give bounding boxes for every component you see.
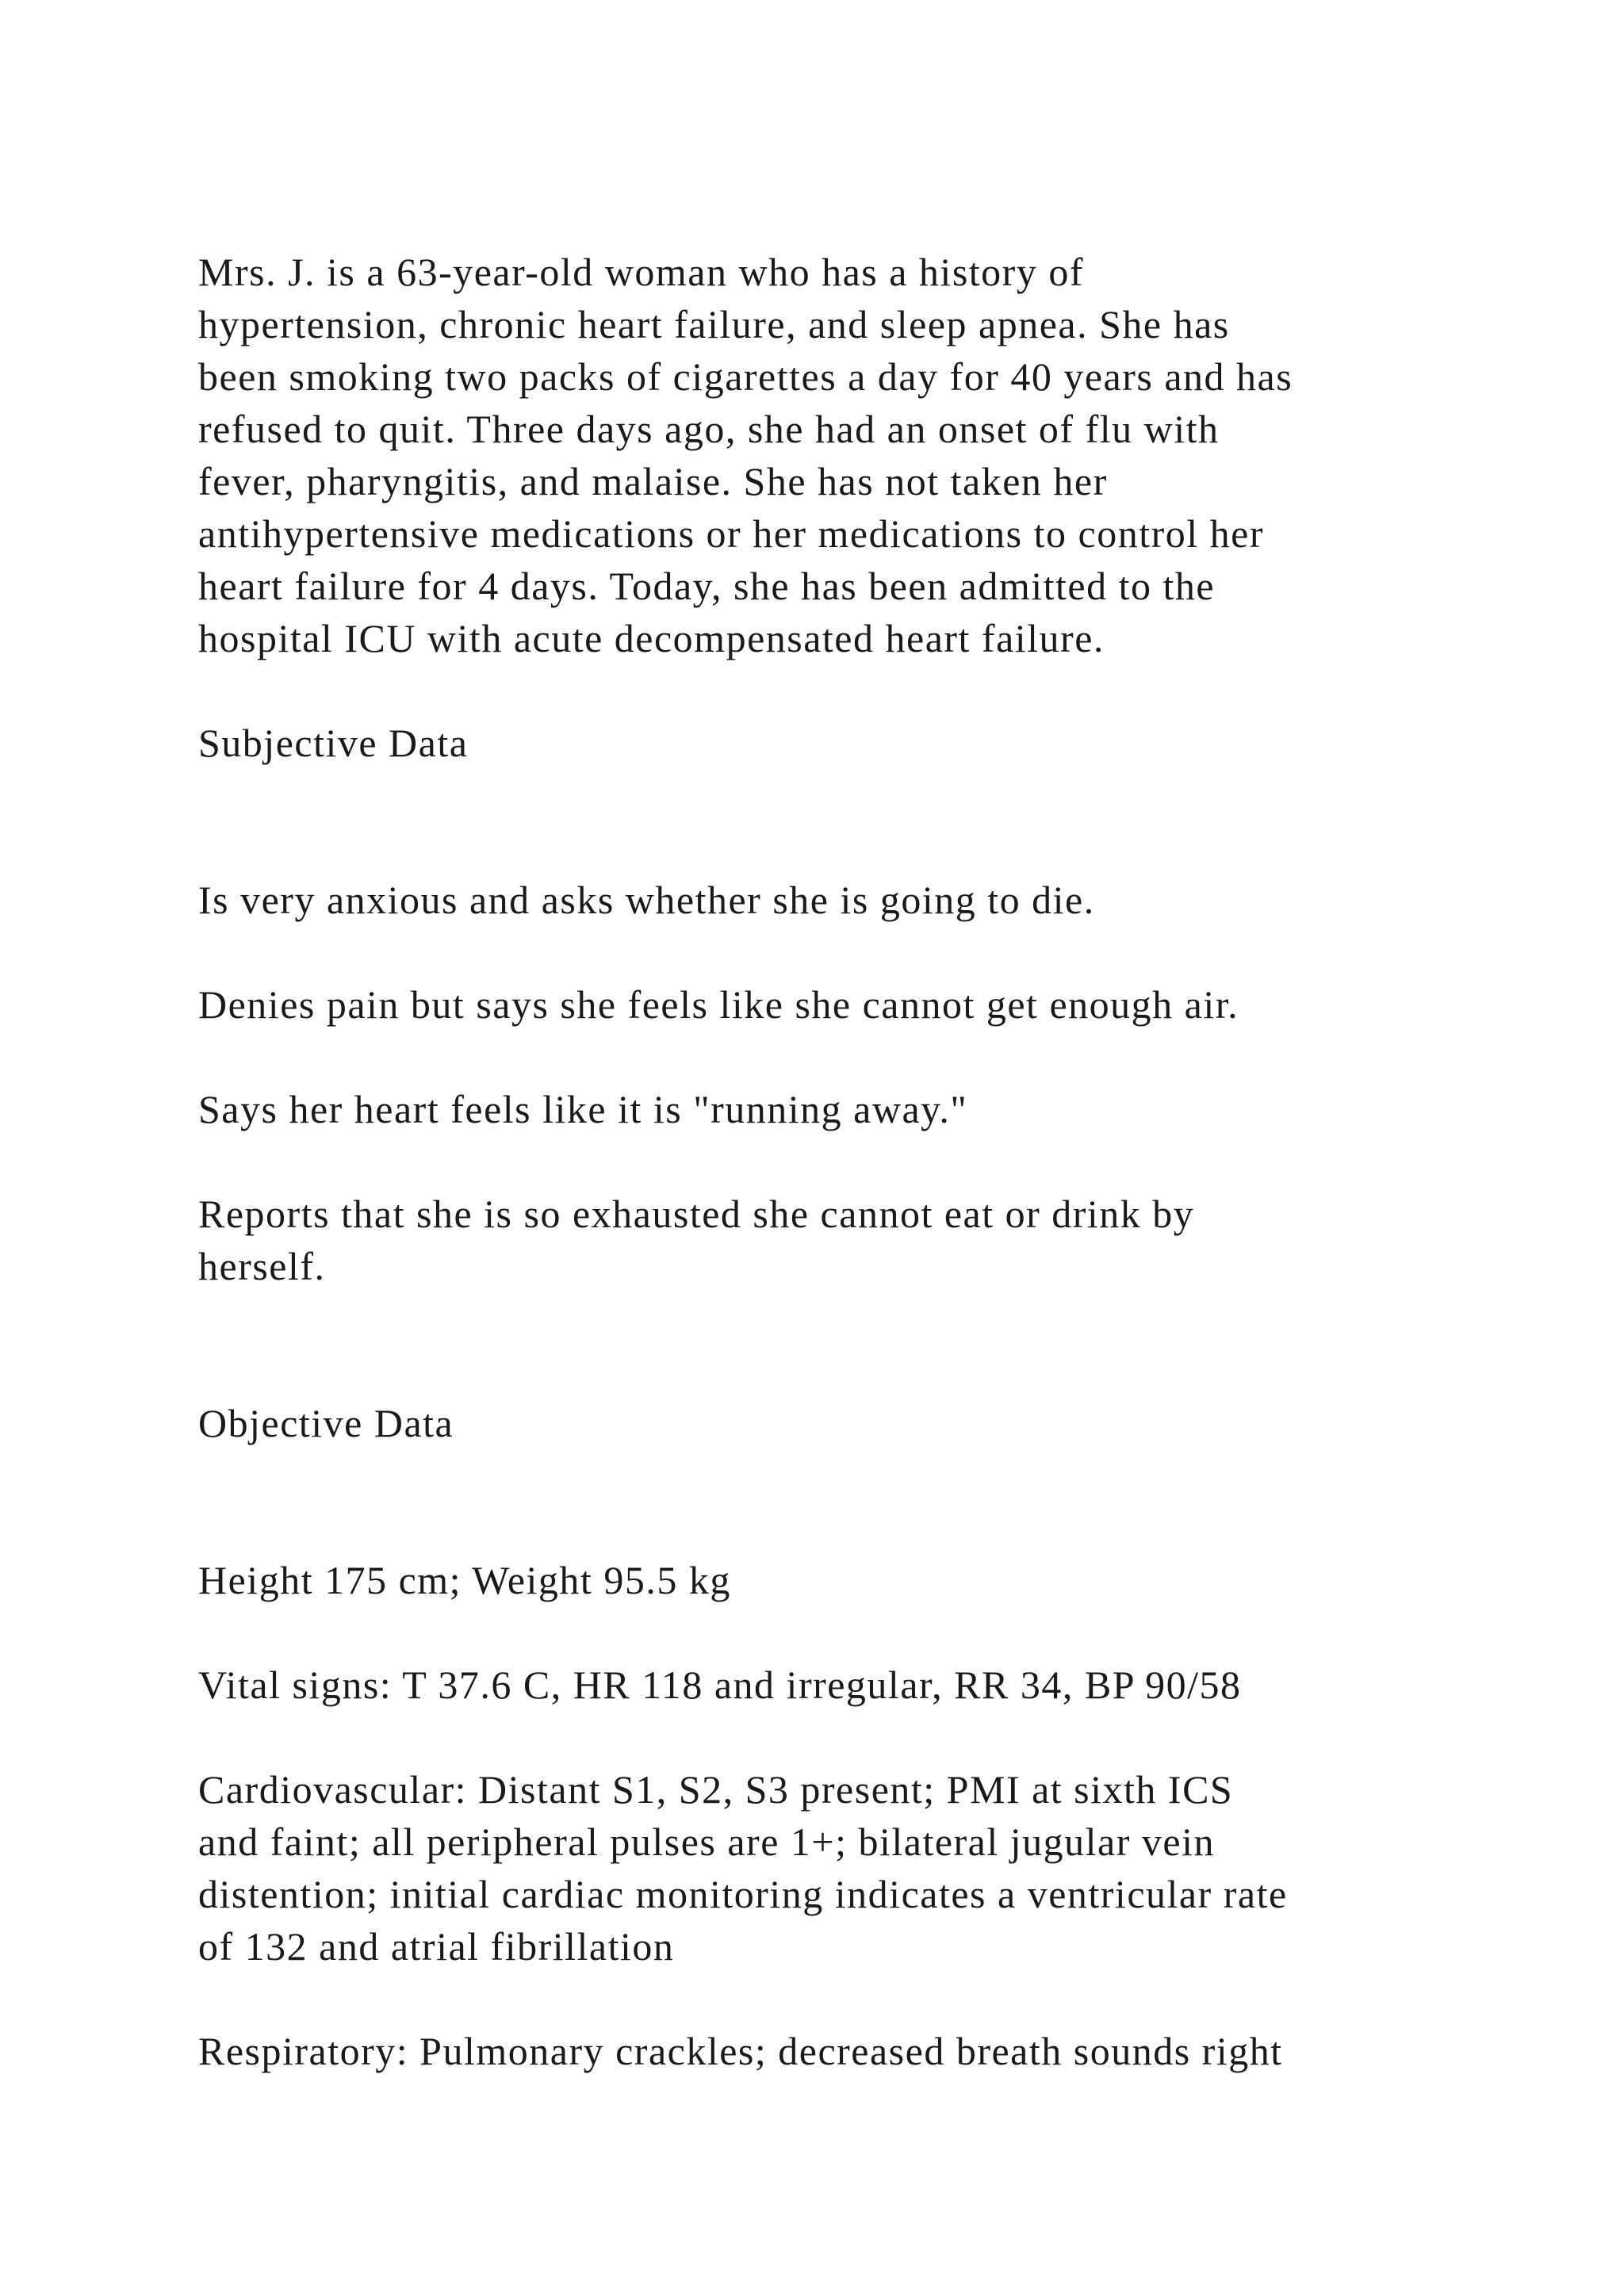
objective-item: Cardiovascular: Distant S1, S2, S3 present; PMI at sixth ICS and faint; all peripheral pulses are 1+; bilateral jugular vein distention; initial cardiac monitoring indicates a ventricular rate of 132 and atrial fibrillation — [198, 1767, 1288, 1969]
case-intro-paragraph: Mrs. J. is a 63-year-old woman who has a history of hypertension, chronic heart failure, and sleep apnea. She has been smoking two packs of cigarettes a day for 40 years and has refused to quit. Three days ago, she had an onset of flu with fever, pharyngitis, and malaise. She has not taken her antihypertensive medications or her medications to control her heart failure for 4 days. Today, she has been admitted to the hospital ICU with acute decompensated heart failure. — [198, 250, 1293, 660]
objective-data-heading: Objective Data — [198, 1401, 454, 1445]
subjective-data-heading: Subjective Data — [198, 721, 469, 765]
objective-item: Respiratory: Pulmonary crackles; decreased breath sounds right — [198, 2029, 1283, 2073]
subjective-item: Denies pain but says she feels like she cannot get enough air. — [198, 982, 1239, 1027]
subjective-item: Is very anxious and asks whether she is going to die. — [198, 878, 1095, 922]
objective-item: Height 175 cm; Weight 95.5 kg — [198, 1558, 731, 1602]
objective-item: Vital signs: T 37.6 C, HR 118 and irregular, RR 34, BP 90/58 — [198, 1663, 1242, 1707]
subjective-item: Says her heart feels like it is "running away." — [198, 1087, 968, 1131]
subjective-item: Reports that she is so exhausted she cannot eat or drink by herself. — [198, 1192, 1195, 1288]
